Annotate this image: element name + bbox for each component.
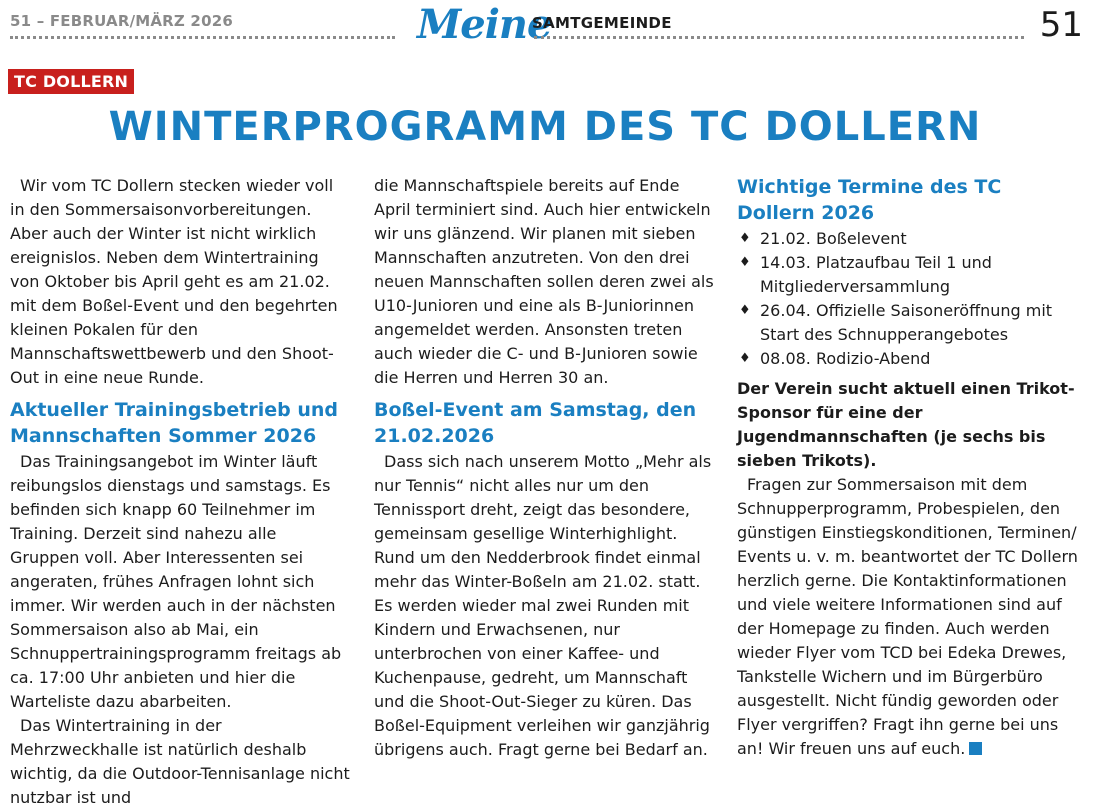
- list-item: [737, 227, 1083, 251]
- article-column-1: [10, 174, 350, 810]
- list-item: [737, 251, 1083, 299]
- dotted-rule-left: [10, 36, 395, 39]
- page-number: 51: [1039, 5, 1083, 45]
- logo-subtitle: SAMTGEMEINDE: [532, 14, 672, 32]
- article-column-2: [374, 174, 714, 762]
- diamond-bullet-icon: ♦: [739, 231, 751, 246]
- diamond-bullet-icon: ♦: [739, 351, 751, 366]
- diamond-bullet-icon: ♦: [739, 303, 751, 318]
- contact-text: Fragen zur Sommersaison mit dem Schnupperprogramm, Probespielen, den günstigen Einstiegskonditionen, Terminen/ Events u. v. m. beantwortet der TC Dollern herzlich gerne. Die Kontaktinformationen und viele weitere Informationen sind auf der Homepage zu finden. Auch werden wieder Flyer vom TCD bei Edeka Drewes, Tankstelle Wichern und im Bürgerbüro ausgestellt. Nicht fündig geworden oder Flyer vergriffen? Fragt ihn gerne bei uns an! Wir freuen uns auf euch.: [737, 475, 1078, 758]
- subheading-training: Aktueller Trainingsbetrieb und Mannschaften Sommer 2026: [10, 399, 338, 447]
- teams-paragraph: die Mannschaftspiele bereits auf Ende April terminiert sind. Auch hier entwickeln wir uns glänzend. Wir planen mit sieben Mannschaften anzutreten. Von den drei neuen Mannschaften sollen deren zwei als U10-Junioren und eine als B-Juniorinnen angemeldet werden. Ansonsten treten auch wieder die C- und B-Junioren sowie die Herren und Herren 30 an.: [374, 176, 714, 387]
- date-item-text: 26.04. Offizielle Saisoneröffnung mit Start des Schnupperangebotes: [760, 301, 1053, 344]
- page-header: [0, 0, 1111, 52]
- date-item-text: 14.03. Platzaufbau Teil 1 und Mitgliederversammlung: [760, 253, 992, 296]
- bossel-paragraph: Dass sich nach unserem Motto „Mehr als nur Tennis“ nicht alles nur um den Tennissport dreht, zeigt das besondere, gemeinsam gesellige Winterhighlight. Rund um den Nedderbrook findet einmal mehr das Winter-Boßeln am 21.02. statt. Es werden wieder mal zwei Runden mit Kindern und Erwachsenen, nur unterbrochen von einer Kaffee- und Kuchenpause, gedreht, um Mannschaft und die Shoot-Out-Sieger zu küren. Das Boßel-Equipment verleihen wir ganzjährig übrigens auch. Fragt gerne bei Bedarf an.: [374, 452, 712, 759]
- subheading-dates: Wichtige Termine des TC Dollern 2026: [737, 176, 1002, 224]
- list-item: [737, 299, 1083, 347]
- contact-paragraph: [737, 473, 1083, 761]
- end-of-article-square-icon: [969, 742, 982, 755]
- dotted-rule-right: [534, 36, 1024, 39]
- sponsor-notice: Der Verein sucht aktuell einen Trikot-Sponsor für eine der Jugendmannschaften (je sechs bis sieben Trikots).: [737, 379, 1075, 470]
- article-title: WINTERPROGRAMM DES TC DOLLERN: [108, 104, 982, 150]
- intro-paragraph: Wir vom TC Dollern stecken wieder voll in den Sommersaisonvorbereitungen. Aber auch der Winter ist nicht wirklich ereignislos. Neben dem Wintertraining von Oktober bis April geht es am 21.02. mit dem Boßel-Event und den begehrten kleinen Pokalen für den Mannschaftswettbewerb und den Shoot-Out in eine neue Runde.: [10, 176, 338, 387]
- list-item: [737, 347, 1083, 371]
- meine-logo: Meine: [417, 1, 552, 48]
- date-item-text: 08.08. Rodizio-Abend: [760, 349, 931, 368]
- section-tag: TC DOLLERN: [8, 69, 134, 94]
- training-paragraph: Das Trainingsangebot im Winter läuft reibungslos dienstags und samstags. Es befinden sich knapp 60 Teilnehmer im Training. Derzeit sind nahezu alle Gruppen voll. Aber Interessenten sei angeraten, frühes Anfragen lohnt sich immer. Wir werden auch in der nächsten Sommersaison also ab Mai, ein Schnuppertrainingsprogramm freitags ab ca. 17:00 Uhr anbieten und hier die Warteliste dazu abarbeiten.: [10, 452, 342, 711]
- winter-training-paragraph: Das Wintertraining in der Mehrzweckhalle ist natürlich deshalb wichtig, da die Outdoor-Tennisanlage nicht nutzbar ist und: [10, 716, 350, 807]
- date-item-text: 21.02. Boßelevent: [760, 229, 907, 248]
- issue-label: 51 – FEBRUAR/MÄRZ 2026: [10, 12, 233, 30]
- dates-list: [737, 227, 1083, 371]
- article-column-3: [737, 174, 1083, 761]
- subheading-bossel-event: Boßel-Event am Samstag, den 21.02.2026: [374, 399, 697, 447]
- diamond-bullet-icon: ♦: [739, 255, 751, 270]
